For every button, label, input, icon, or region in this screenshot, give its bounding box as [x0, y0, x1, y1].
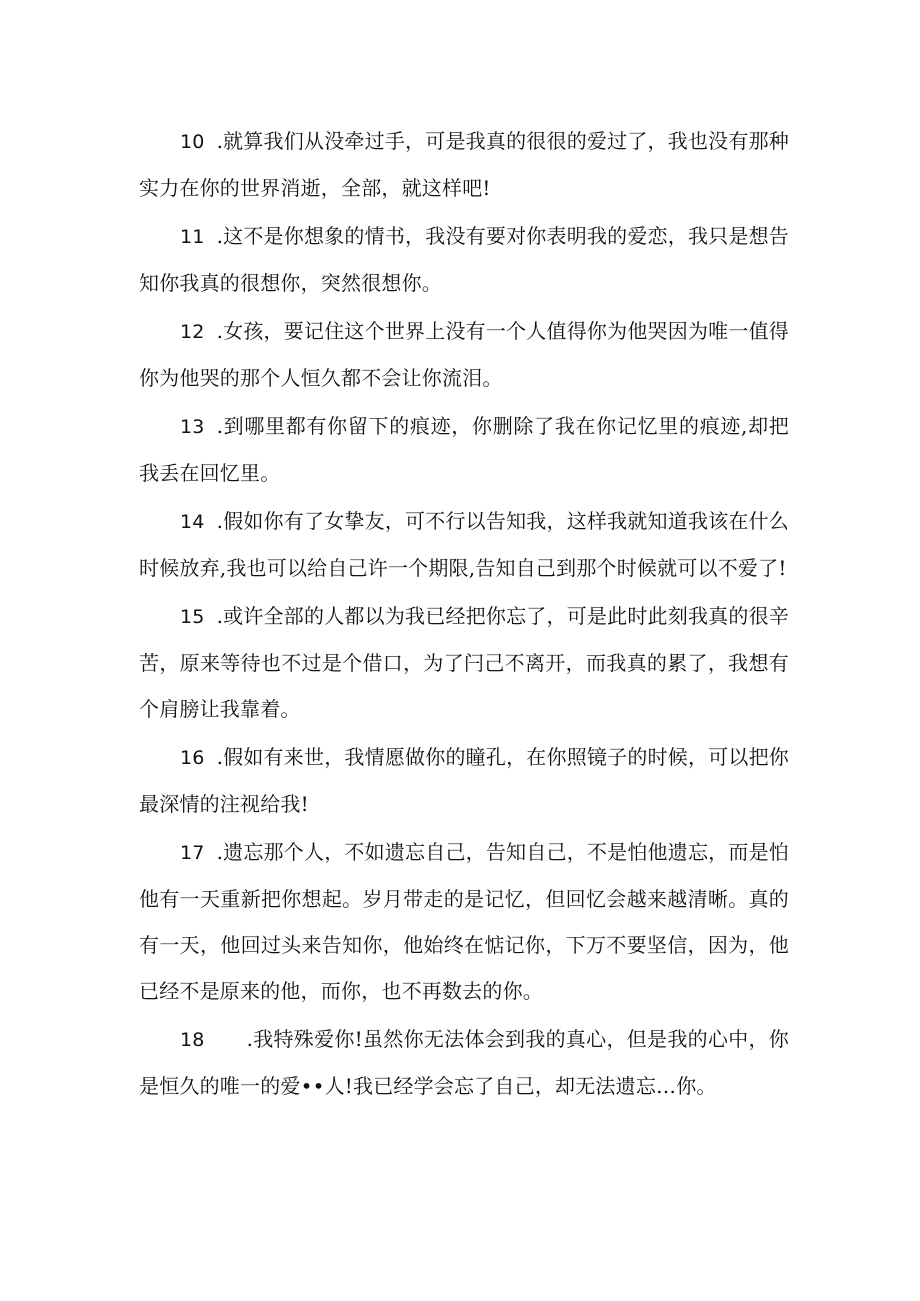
item-text: .假如你有了女挚友，可不行以告知我，这样我就知道我该在什么时候放弃,我也可以给自己许一个期限,告知自己到那个时候就可以不爱了!: [139, 509, 789, 580]
list-item: [139, 734, 789, 827]
item-text: .假如有来世，我情愿做你的瞳孔，在你照镜子的时候，可以把你最深情的注视给我!: [139, 745, 789, 816]
list-item: [139, 403, 789, 496]
item-number: 16: [180, 747, 205, 769]
item-text: .或许全部的人都以为我已经把你忘了，可是此时此刻我真的很辛苦，原来等待也不过是个借口，为了闩己不离开，而我真的累了，我想有个肩膀让我靠着。: [139, 604, 789, 721]
item-text: .女孩，要记住这个世界上没有一个人值得你为他哭因为唯一值得你为他哭的那个人恒久都不会让你流泪。: [139, 319, 789, 390]
item-number: 13: [180, 416, 205, 438]
item-text: .这不是你想象的情书，我没有要对你表明我的爱恋，我只是想告知你我真的很想你，突然很想你。: [139, 224, 789, 295]
item-text: .遗忘那个人，不如遗忘自己，告知自己，不是怕他遗忘，而是怕他有一天重新把你想起。岁月带走的是记忆，但回忆会越来越清晰。真的有一天，他回过头来告知你，他始终在惦记你，下万不要坚信，因为，他已经不是原来的他，而你，也不再数去的你。: [139, 840, 789, 1003]
item-number: 17: [180, 842, 205, 864]
list-item: [139, 829, 789, 1014]
list-item: [139, 118, 789, 211]
item-text: .我特殊爱你!虽然你无法体会到我的真心，但是我的心中，你是恒久的唯一的爱••人!我已经学会忘了自己，却无法遗忘…你。: [139, 1027, 789, 1098]
item-text: .就算我们从没牵过手，可是我真的很很的爱过了，我也没有那种实力在你的世界消逝，全部，就这样吧!: [139, 129, 789, 200]
item-text: .到哪里都有你留下的痕迹，你删除了我在你记忆里的痕迹,却把我丢在回忆里。: [139, 414, 789, 485]
list-item: [139, 593, 789, 732]
list-item: [139, 1016, 789, 1109]
document-body: [139, 118, 789, 1111]
item-number: 15: [180, 606, 205, 628]
item-number: 18: [180, 1029, 205, 1051]
item-number: 14: [180, 511, 205, 533]
list-item: [139, 498, 789, 591]
item-number: 12: [180, 321, 205, 343]
item-number: 10: [180, 131, 205, 153]
list-item: [139, 308, 789, 401]
list-item: [139, 213, 789, 306]
item-number: 11: [180, 226, 205, 248]
